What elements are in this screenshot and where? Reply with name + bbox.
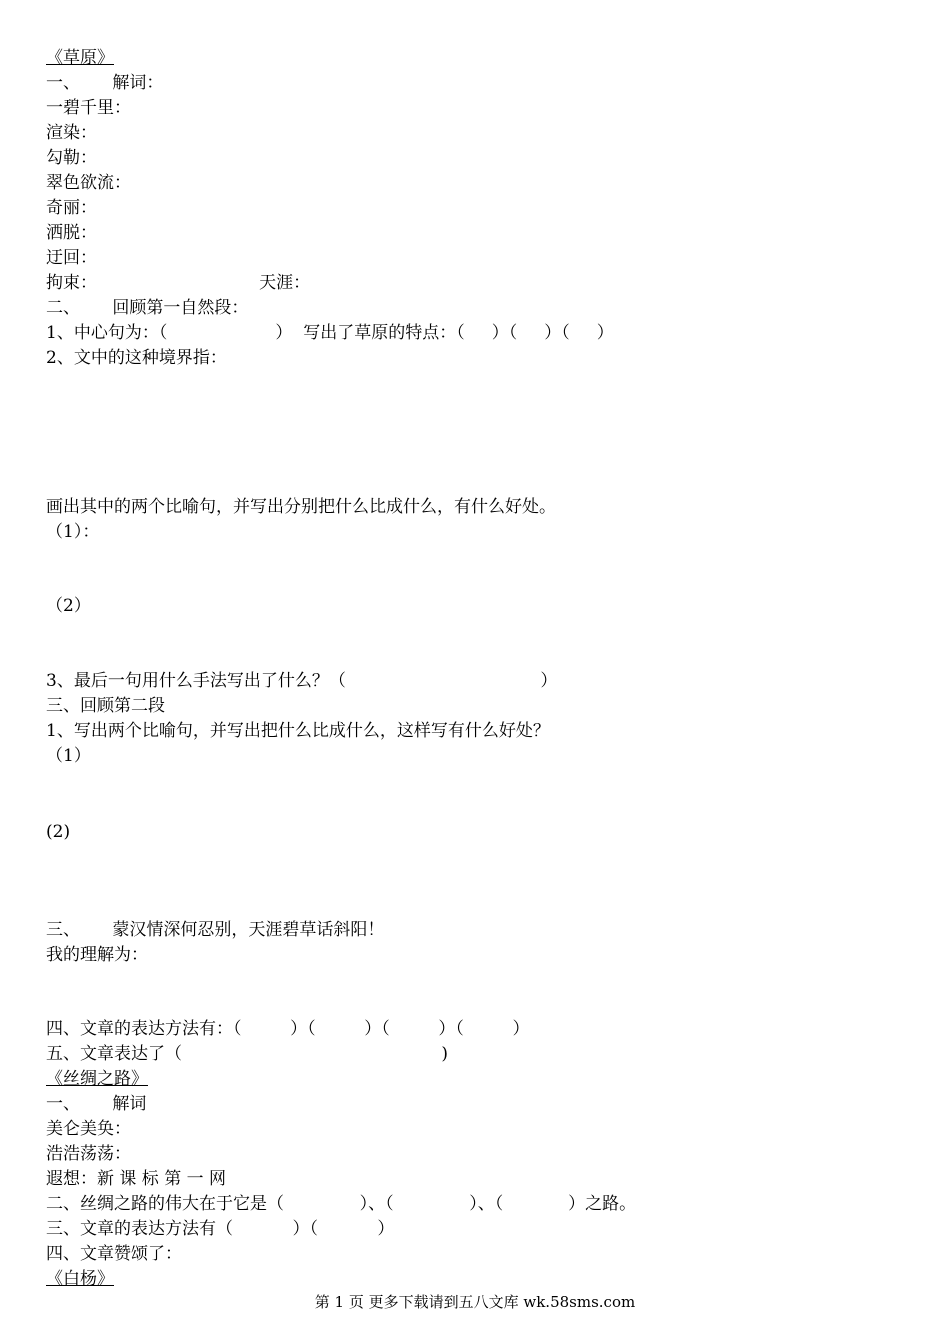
term-line: 洒脱： — [46, 223, 97, 243]
answer-label: （1） — [46, 746, 91, 766]
question-line: 2、文中的这种境界指： — [46, 348, 227, 368]
answer-label: （1）： — [46, 522, 100, 542]
term-line: 浩浩荡荡： — [46, 1144, 131, 1164]
title-sichouzhilu: 《丝绸之路》 — [46, 1069, 148, 1089]
question-line: 四、文章赞颂了： — [46, 1244, 182, 1264]
section-1-heading: 一、 解词： — [46, 73, 164, 93]
title-caoyuan: 《草原》 — [46, 48, 114, 68]
question-line: 二、丝绸之路的伟大在于它是（ ）、（ ）、（ ）之路。 — [46, 1194, 637, 1214]
title-baiyang: 《白杨》 — [46, 1269, 114, 1289]
section-5-line: 五、文章表达了（ ) — [46, 1044, 449, 1064]
term-line: 拘束： 天涯： — [46, 273, 311, 293]
term-line: 迂回： — [46, 248, 97, 268]
page-footer: 第 1 页 更多下载请到五八文库 wk.58sms.com — [314, 1293, 636, 1311]
section-3b-heading: 三、 蒙汉情深何忍别，天涯碧草话斜阳！ — [46, 920, 385, 940]
answer-label: (2) — [46, 822, 71, 842]
question-line: 1、中心句为：（ ） 写出了草原的特点：（ ）（ ）（ ） — [46, 323, 614, 343]
term-line: 遐想：新 课 标 第 一 网 — [46, 1169, 227, 1189]
section-1-heading: 一、 解词 — [46, 1094, 147, 1114]
term-line: 一碧千里： — [46, 98, 131, 118]
question-line: 画出其中的两个比喻句，并写出分别把什么比成什么，有什么好处。 — [46, 497, 556, 517]
answer-label: （2） — [46, 596, 91, 616]
term-line: 渲染： — [46, 123, 97, 143]
section-3-heading: 三、回顾第二段 — [46, 696, 165, 716]
term-line: 奇丽： — [46, 198, 97, 218]
term-line: 勾勒： — [46, 148, 97, 168]
question-line: 3、最后一句用什么手法写出了什么？（ ） — [46, 671, 558, 691]
section-2-heading: 二、 回顾第一自然段： — [46, 298, 249, 318]
term-line: 翠色欲流： — [46, 173, 131, 193]
section-4-line: 四、文章的表达方法有：（ ）（ ）（ ）（ ） — [46, 1019, 530, 1039]
question-line: 1、写出两个比喻句，并写出把什么比成什么，这样写有什么好处？ — [46, 721, 550, 741]
question-line: 三、文章的表达方法有（ ）（ ） — [46, 1219, 395, 1239]
question-line: 我的理解为： — [46, 945, 148, 965]
term-line: 美仑美奂： — [46, 1119, 131, 1139]
